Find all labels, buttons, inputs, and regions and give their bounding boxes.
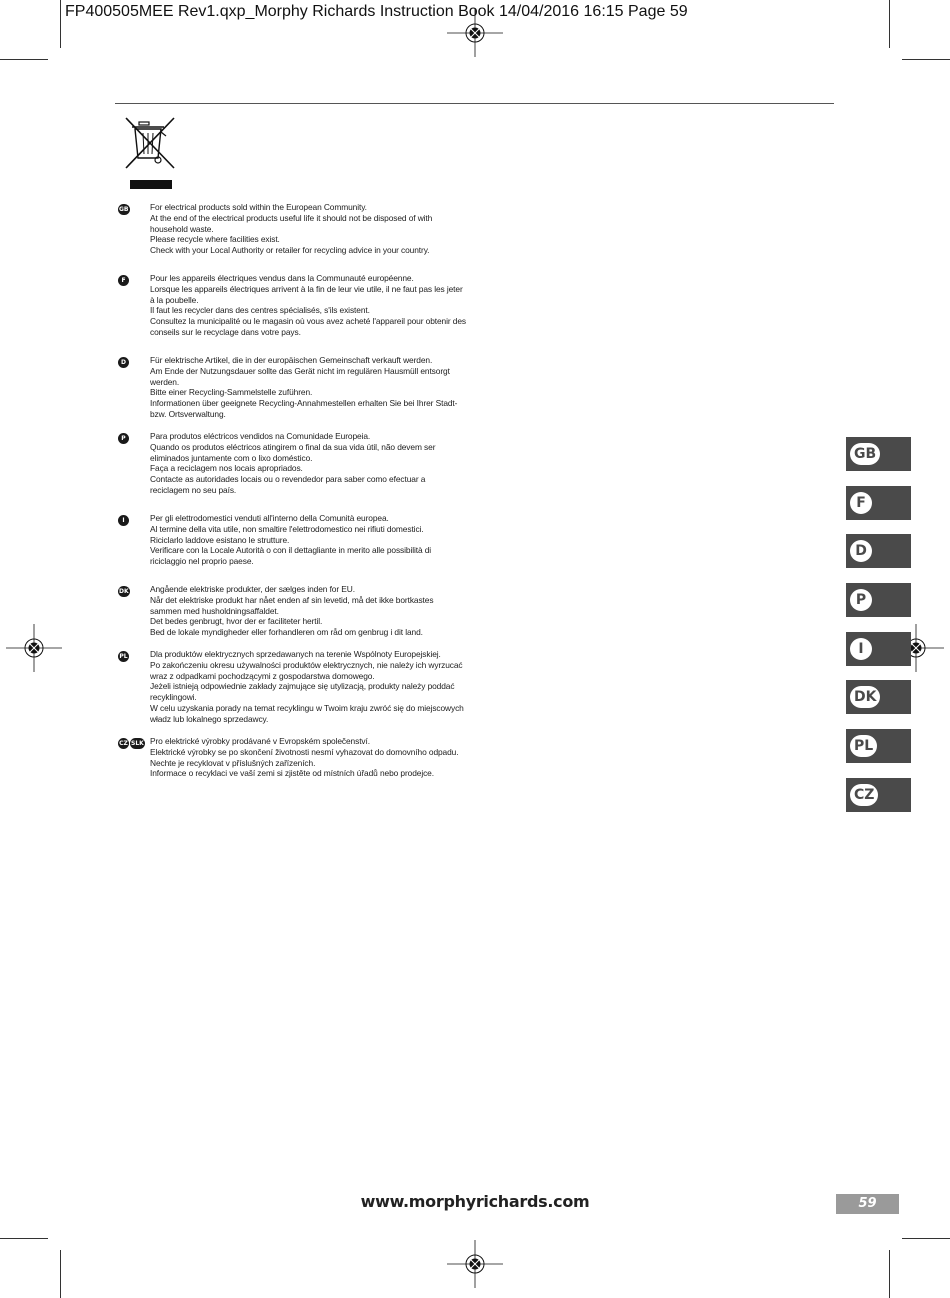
text-line: Bitte einer Recycling-Sammelstelle zuführen. [150,387,313,398]
text-line: Pro elektrické výrobky prodávané v Evropském společenství. [150,736,370,746]
language-badge: F [118,275,129,286]
language-badge: P [118,433,129,444]
text-line: Verificare con la Locale Autorità o con il dettagliante in merito alle possibilità di [150,545,432,556]
text-line: Dla produktów elektrycznych sprzedawanych na terenie Wspólnoty Europejskiej. [150,649,441,659]
registration-mark-icon [447,5,503,61]
text-line: wraz z odpadkami pochodzącymi z gospodarstwa domowego. [150,670,375,681]
tab-label: PL [850,735,877,757]
page-number: 59 [836,1194,899,1214]
text-line: Please recycle where facilities exist. [150,234,280,245]
tab-gb[interactable] [846,437,911,471]
header-rule [115,103,834,104]
text-line: At the end of the electrical products useful life it should not be disposed of with [150,212,433,223]
language-badge: PL [119,653,128,660]
text-line: bzw. Ortsverwaltung. [150,408,226,419]
language-badge: SLK [131,740,144,747]
text-line: Faça a reciclagem nos locais apropriados. [150,463,303,474]
language-badge: DK [119,588,129,595]
registration-mark-icon [447,1236,503,1292]
tab-label: GB [850,443,880,465]
text-line: Informace o recyklaci ve vaší zemi si zjistěte od místních úřadů nebo prodejce. [150,768,434,779]
text-line: Al termine della vita utile, non smaltire l'elettrodomestico nei rifiuti domestici. [150,523,424,534]
text-line: household waste. [150,223,214,234]
tab-dk[interactable] [846,680,911,714]
text-line: werden. [150,376,180,387]
language-badge: D [118,357,129,368]
text-line: Bed de lokale myndigheder eller forhandleren om råd om genbrug i dit land. [150,627,423,638]
text-line: Jeżeli istnieją odpowiednie zakłady zajmujące się utylizacją, produkty należy poddać [150,681,455,692]
text-line: Riciclarlo laddove esistano le strutture. [150,534,290,545]
tab-pl[interactable] [846,729,911,763]
tab-label: F [850,492,872,514]
language-badge: I [118,515,129,526]
text-line: Il faut les recycler dans des centres spécialisés, s'ils existent. [150,305,370,316]
text-line: recyklingowi. [150,692,197,703]
text-line: sammen med husholdningsaffaldet. [150,605,279,616]
text-line: Per gli elettrodomestici venduti all'interno della Comunità europea. [150,513,389,523]
text-line: Am Ende der Nutzungsdauer sollte das Gerät nicht im regulären Hausmüll entsorgt [150,365,450,376]
text-line: Quando os produtos eléctricos atingirem o final da sua vida útil, não devem ser [150,441,436,452]
tab-i[interactable] [846,632,911,666]
text-line: Det bedes genbrugt, hvor der er faciliteter hertil. [150,616,323,627]
text-line: władz lub lokalnego sprzedawcy. [150,713,269,724]
text-line: conseils sur le recyclage dans votre pays. [150,326,301,337]
registration-mark-icon [6,620,62,676]
tab-label: I [850,638,872,660]
tab-cz[interactable] [846,778,911,812]
tab-f[interactable] [846,486,911,520]
tab-p[interactable] [846,583,911,617]
text-line: Nechte je recyklovat v příslušných zařízeních. [150,757,316,768]
text-line: riciclaggio nel proprio paese. [150,556,254,567]
text-line: Angående elektriske produkter, der sælges inden for EU. [150,584,355,594]
text-line: reciclagem no seu país. [150,484,237,495]
footer-website: www.morphyrichards.com [360,1192,590,1211]
text-line: Pour les appareils électriques vendus dans la Communauté européenne. [150,273,414,283]
language-badge: GB [119,206,129,213]
text-line: For electrical products sold within the European Community. [150,202,367,212]
text-line: Für elektrische Artikel, die in der europäischen Gemeinschaft verkauft werden. [150,355,433,365]
text-line: Consultez la municipalité ou le magasin où vous avez acheté l'appareil pour obtenir des [150,316,466,327]
text-line: Informationen über geeignete Recycling-Annahmestellen erhalten Sie bei Ihrer Stadt- [150,398,458,409]
text-line: W celu uzyskania porady na temat recyklingu w Twoim kraju zwróć się do miejscowych [150,702,464,713]
language-badge: CZ [119,740,128,747]
text-line: Lorsque les appareils électriques arrivent à la fin de leur vie utile, il ne faut pas les jeter [150,283,463,294]
language-badge-group [118,738,145,749]
tab-label: CZ [850,784,878,806]
text-line: Når det elektriske produkt har nået enden af sin levetid, må det ikke bortkastes [150,594,434,605]
tab-label: D [850,540,872,562]
text-line: à la poubelle. [150,294,199,305]
text-line: eliminados juntamente com o lixo doméstico. [150,452,313,463]
tab-label: DK [850,686,880,708]
text-line: Contacte as autoridades locais ou o revendedor para saber como efectuar a [150,474,426,485]
text-line: Check with your Local Authority or retailer for recycling advice in your country. [150,245,430,256]
tab-label: P [850,589,872,611]
print-slug: FP400505MEE Rev1.qxp_Morphy Richards Instruction Book 14/04/2016 16:15 Page 59 [65,3,688,20]
tab-d[interactable] [846,534,911,568]
crossed-out-wheelie-bin-icon [124,116,176,190]
text-line: Po zakończeniu okresu używalności produktów elektrycznych, nie należy ich wyrzucać [150,659,463,670]
text-line: Elektrické výrobky se po skončení životnosti nesmí vyhazovat do domovního odpadu. [150,746,459,757]
text-line: Para produtos eléctricos vendidos na Comunidade Europeia. [150,431,371,441]
